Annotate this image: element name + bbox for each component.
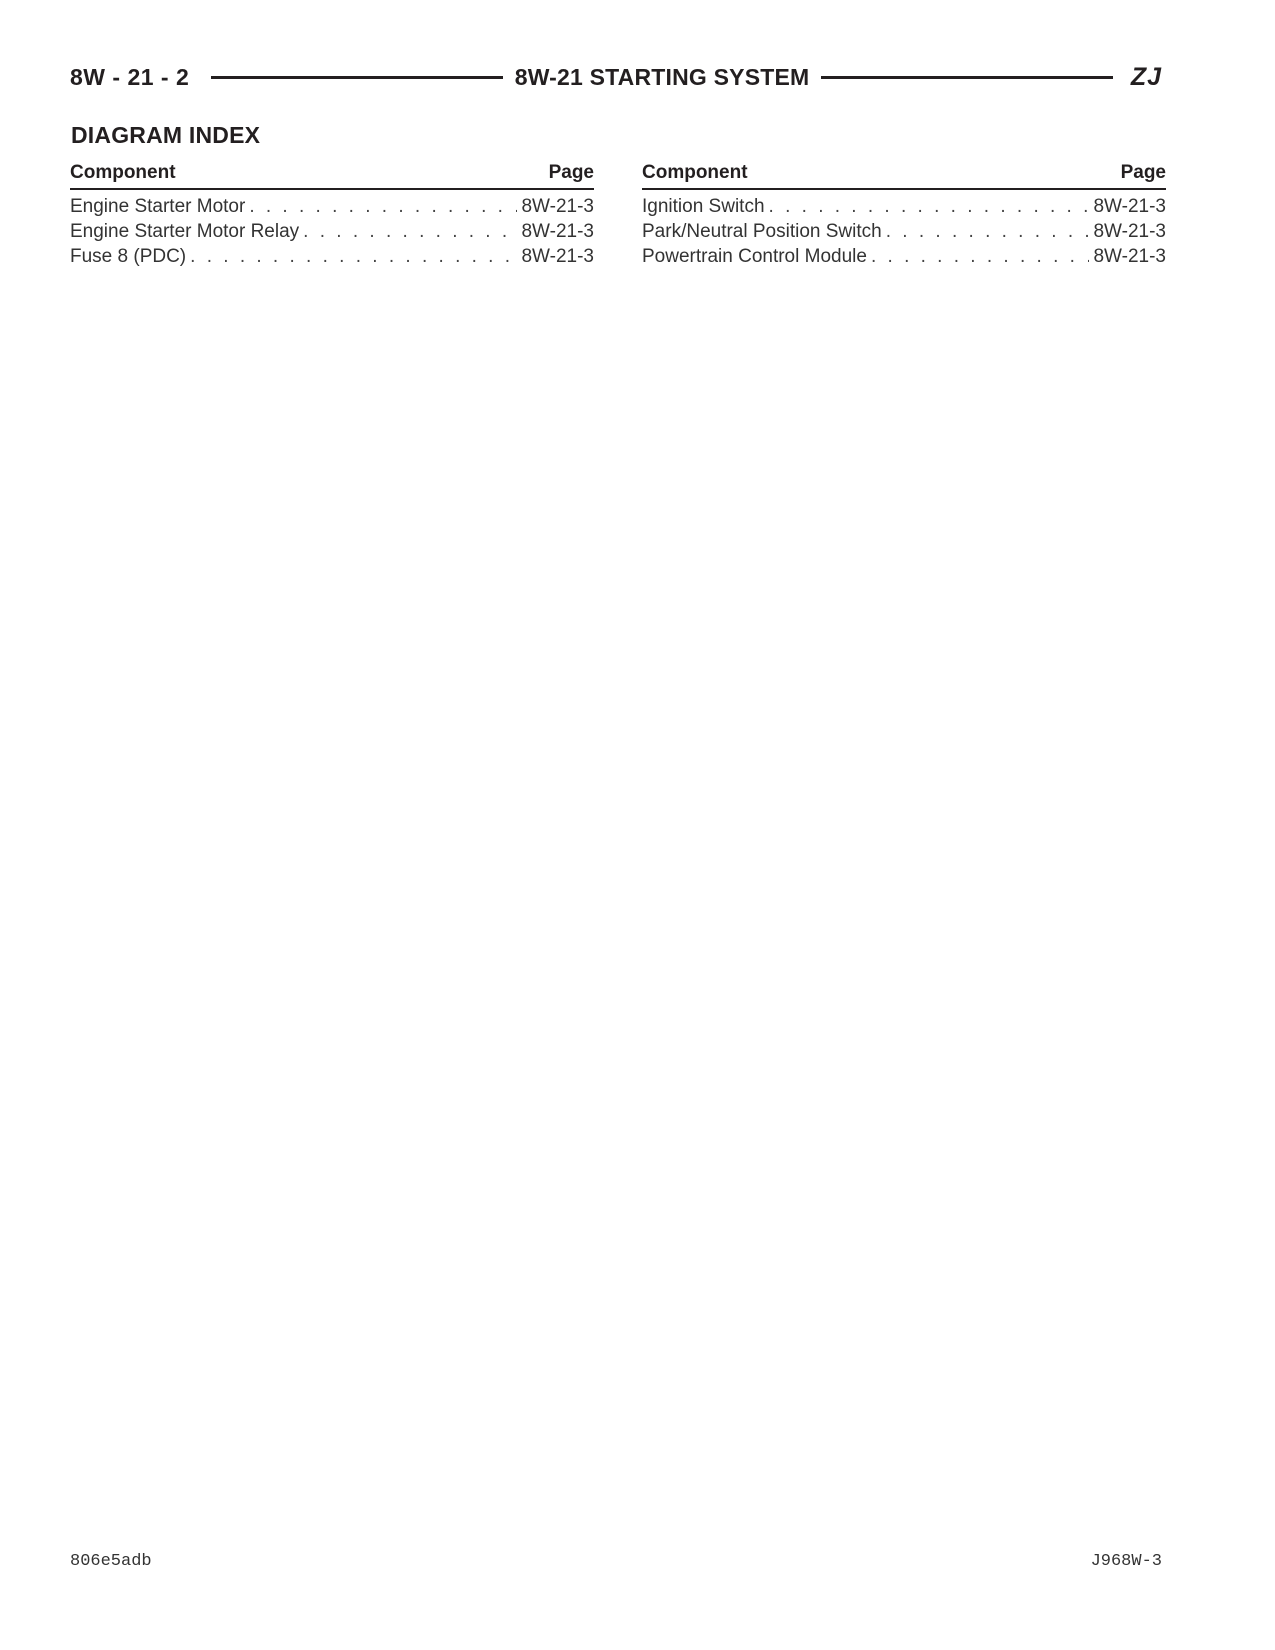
dot-leader: [190, 246, 517, 268]
index-row: [70, 246, 594, 271]
index-column-left: [70, 158, 594, 271]
index-row: [642, 221, 1166, 246]
component-name: Powertrain Control Module: [642, 246, 867, 267]
component-header: Component: [70, 162, 176, 183]
header-rule-left: [211, 76, 502, 79]
page-ref: 8W-21-3: [1093, 221, 1166, 242]
component-name: Engine Starter Motor Relay: [70, 221, 300, 242]
component-name: Engine Starter Motor: [70, 196, 246, 217]
section-header-title: 8W-21 STARTING SYSTEM: [514, 63, 810, 90]
component-name: Ignition Switch: [642, 196, 765, 217]
index-column-header: [642, 158, 1166, 190]
footer-code-right: J968W-3: [1090, 1552, 1162, 1571]
page-header-label: Page: [1120, 162, 1166, 183]
page-header-label: Page: [548, 162, 594, 183]
component-header: Component: [642, 162, 748, 183]
page-ref: 8W-21-3: [521, 221, 594, 242]
model-code: ZJ: [1130, 62, 1163, 91]
index-rows: [642, 196, 1166, 271]
page-header: [70, 60, 1162, 94]
component-name: Fuse 8 (PDC): [70, 246, 187, 267]
index-row: [70, 196, 594, 221]
footer-code-left: 806e5adb: [70, 1552, 152, 1571]
header-rule-right: [821, 76, 1112, 79]
dot-leader: [303, 221, 517, 243]
dot-leader: [249, 196, 517, 218]
index-column-right: [642, 158, 1166, 271]
index-row: [70, 221, 594, 246]
dot-leader: [886, 221, 1090, 243]
page-ref: 8W-21-3: [521, 246, 594, 267]
index-rows: [70, 196, 594, 271]
dot-leader: [769, 196, 1090, 218]
dot-leader: [871, 246, 1090, 268]
diagram-index-title: DIAGRAM INDEX: [71, 122, 261, 148]
index-row: [642, 196, 1166, 221]
component-name: Park/Neutral Position Switch: [642, 221, 882, 242]
page-ref: 8W-21-3: [521, 196, 594, 217]
page-ref: 8W-21-3: [1093, 246, 1166, 267]
index-row: [642, 246, 1166, 271]
index-column-header: [70, 158, 594, 190]
page-number: 8W - 21 - 2: [70, 63, 190, 90]
page-ref: 8W-21-3: [1093, 196, 1166, 217]
